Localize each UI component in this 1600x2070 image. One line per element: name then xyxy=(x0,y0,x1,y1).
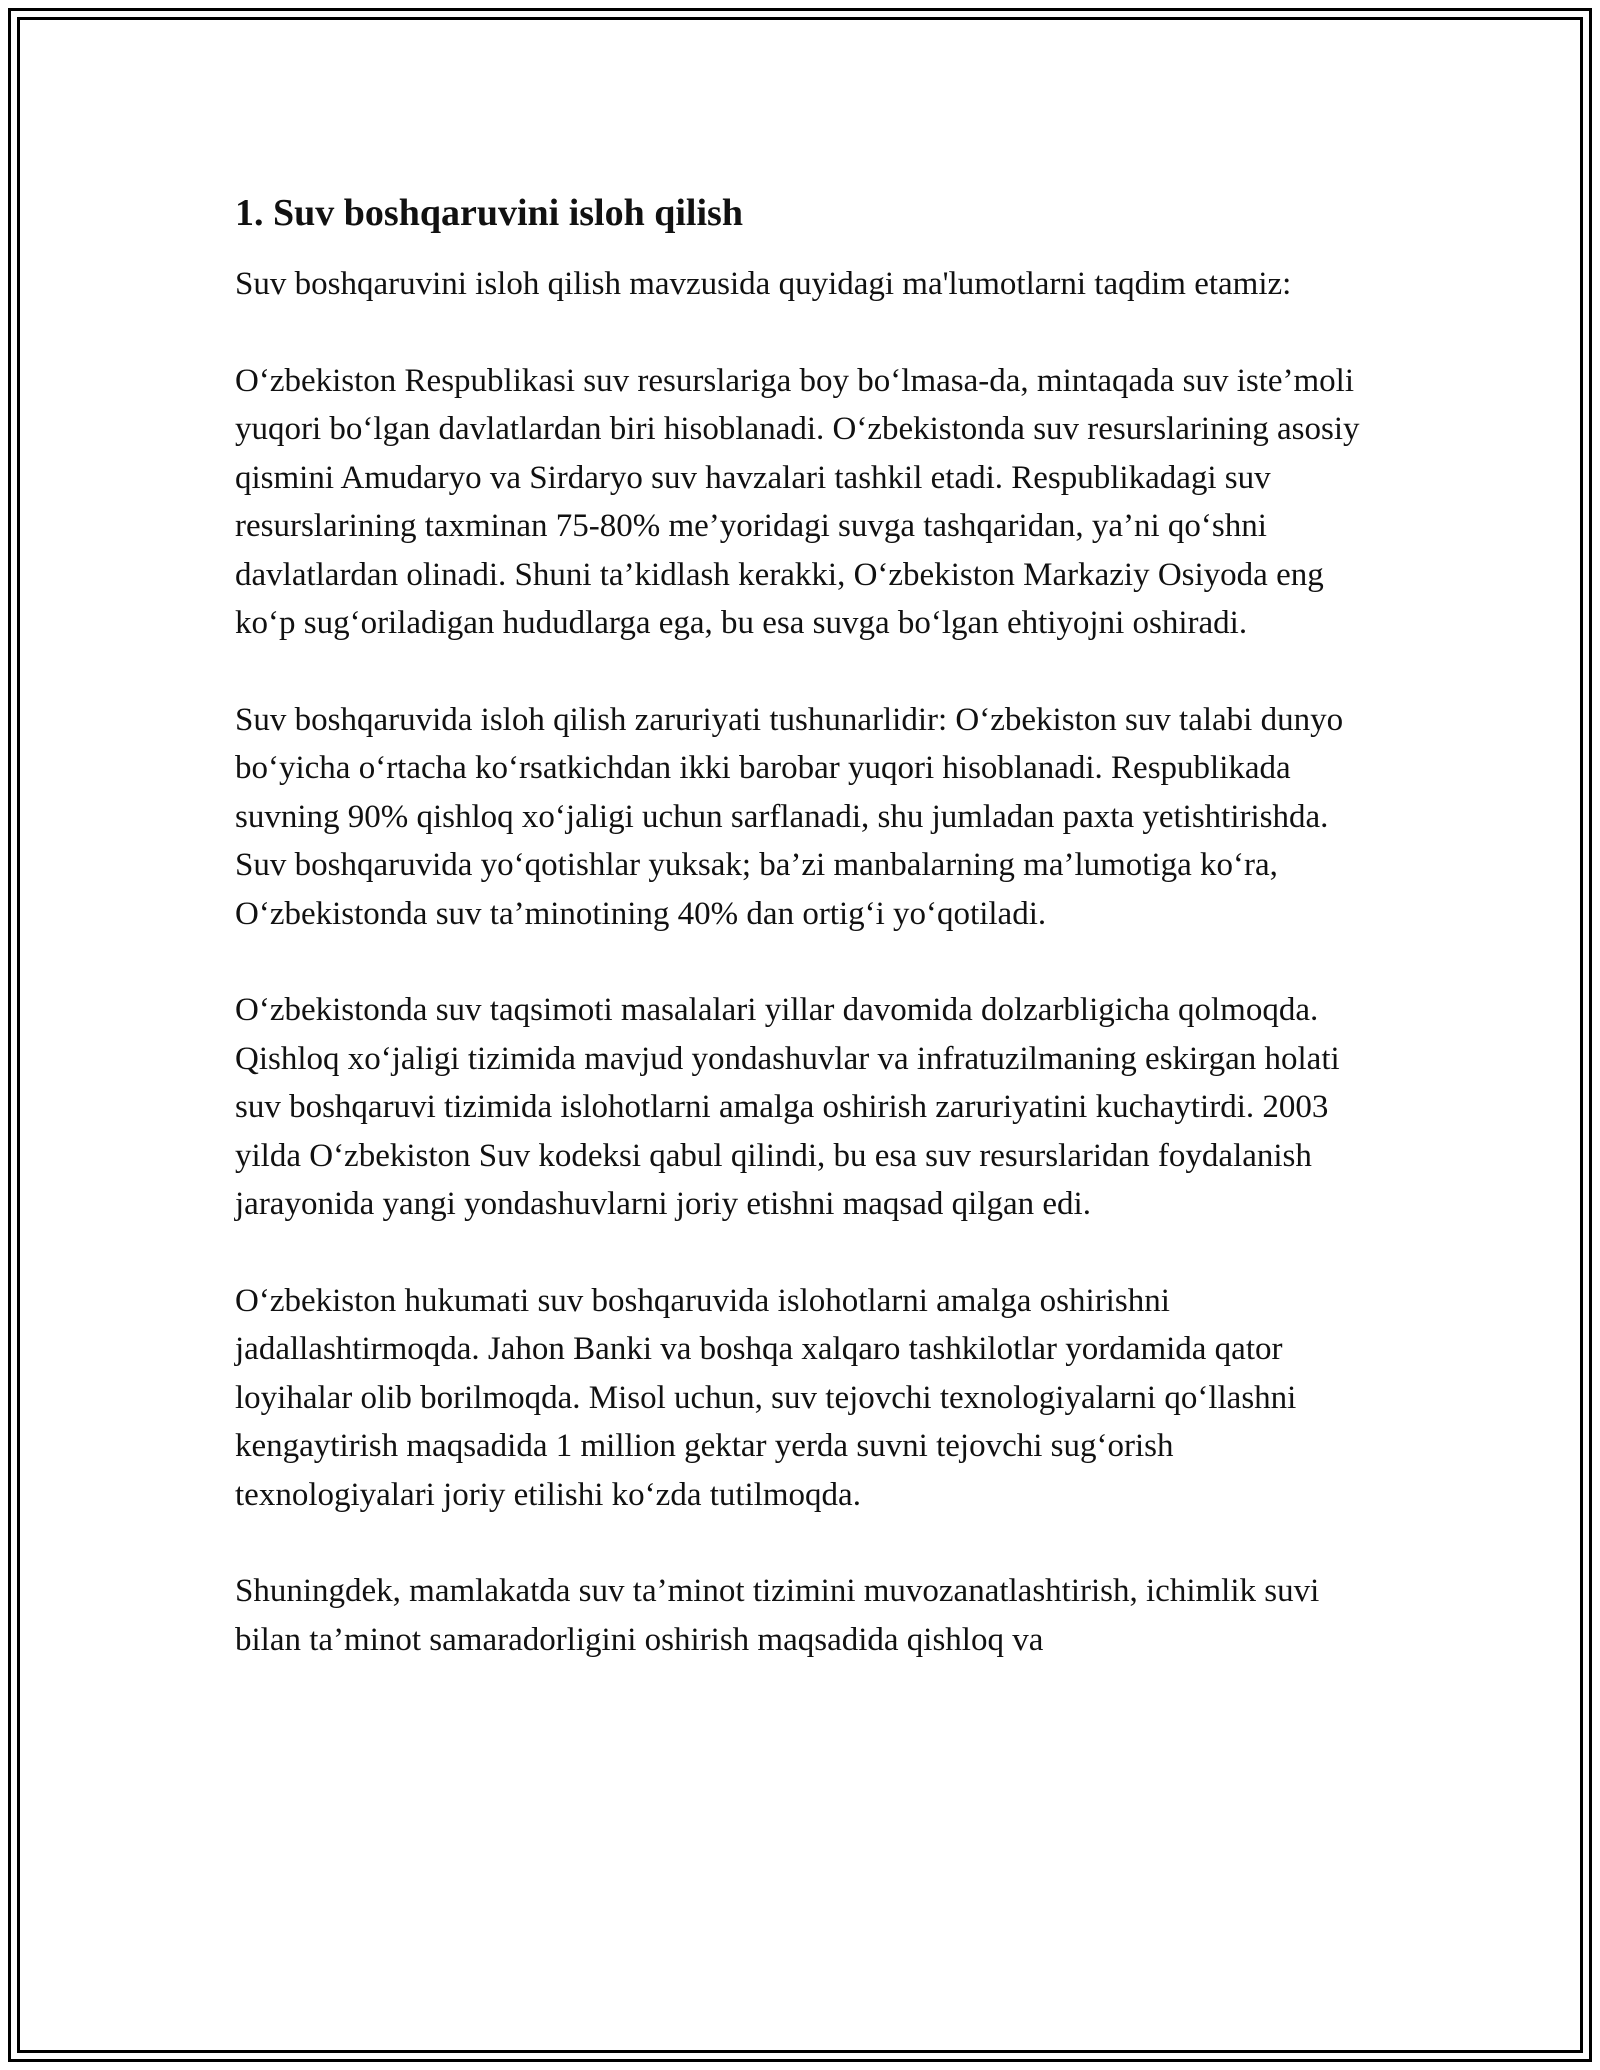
paragraph-water-distribution: O‘zbekistonda suv taqsimoti masalalari yillar davomida dolzarbligicha qolmoqda. Qishloq xo‘jaligi tizimida mavjud yondashuvlar va infratuzilmaning eskirgan holati suv boshqaruvi tizimida islohotlarni amalga oshirish zaruriyatini kuchaytirdi. 2003 yilda O‘zbekiston Suv kodeksi qabul qilindi, bu esa suv resurslaridan foydalanish jarayonida yangi yondashuvlarni joriy etishni maqsad qilgan edi. xyxy=(235,992,1340,1222)
paragraph-government-reforms: O‘zbekiston hukumati suv boshqaruvida islohotlarni amalga oshirishni jadallashtirmoqda. Jahon Banki va boshqa xalqaro tashkilotlar yordamida qator loyihalar olib borilmoqda. Misol uchun, suv tejovchi texnologiyalarni qo‘llashni kengaytirish maqsadida 1 million gektar yerda suvni tejovchi sug‘orish texnologiyalari joriy etilishi ko‘zda tutilmoqda. xyxy=(235,1282,1297,1513)
paragraph-water-supply: Shuningdek, mamlakatda suv ta’minot tizimini muvozanatlashtirish, ichimlik suvi bilan ta’minot samaradorligini oshirish maqsadida qishloq va xyxy=(235,1573,1320,1658)
document-body xyxy=(235,188,1375,1712)
paragraph-intro: Suv boshqaruvini isloh qilish mavzusida quyidagi ma'lumotlarni taqdim etamiz: xyxy=(235,266,1292,302)
section-heading: 1. Suv boshqaruvini isloh qilish xyxy=(235,192,743,234)
paragraph-reform-need: Suv boshqaruvida isloh qilish zaruriyati tushunarlidir: O‘zbekiston suv talabi dunyo bo‘yicha o‘rtacha ko‘rsatkichdan ikki barobar yuqori hisoblanadi. Respublikada suvning 90% qishloq xo‘jaligi uchun sarflanadi, shu jumladan paxta yetishtirishda. Suv boshqaruvida yo‘qotishlar yuksak; ba’zi manbalarning ma’lumotiga ko‘ra, O‘zbekistonda suv ta’minotining 40% dan ortig‘i yo‘qotiladi. xyxy=(235,701,1344,932)
paragraph-water-resources: O‘zbekiston Respublikasi suv resurslariga boy bo‘lmasa-da, mintaqada suv iste’moli yuqori bo‘lgan davlatlardan biri hisoblanadi. O‘zbekistonda suv resurslarining asosiy qismini Amudaryo va Sirdaryo suv havzalari tashkil etadi. Respublikadagi suv resurslarining taxminan 75-80% me’yoridagi suvga tashqaridan, ya’ni qo‘shni davlatlardan olinadi. Shuni ta’kidlash kerakki, O‘zbekiston Markaziy Osiyoda eng ko‘p sug‘oriladigan hududlarga ega, bu esa suvga bo‘lgan ehtiyojni oshiradi. xyxy=(235,362,1360,641)
